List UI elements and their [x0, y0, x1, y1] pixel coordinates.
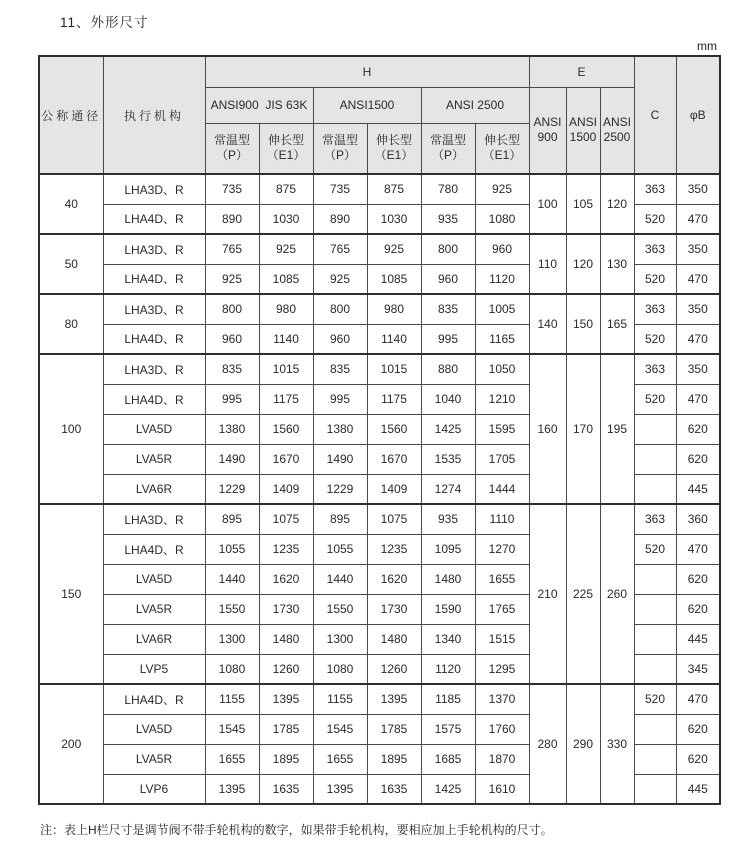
- h-value-cell: 1075: [259, 504, 313, 534]
- h-value-cell: 1175: [259, 384, 313, 414]
- h-value-cell: 1635: [367, 774, 421, 804]
- c-value-cell: [634, 774, 676, 804]
- h-value-cell: 780: [421, 174, 475, 204]
- table-row: [39, 354, 720, 384]
- b-value-cell: 350: [676, 294, 720, 324]
- h-value-cell: 925: [259, 234, 313, 264]
- actuator-cell: LVA5R: [103, 744, 205, 774]
- e-value-cell: 100: [529, 174, 566, 234]
- b-value-cell: 445: [676, 624, 720, 654]
- h-value-cell: 1560: [259, 414, 313, 444]
- h-value-cell: 890: [205, 204, 259, 234]
- actuator-cell: LHA4D、R: [103, 264, 205, 294]
- h-value-cell: 835: [205, 354, 259, 384]
- actuator-cell: LHA3D、R: [103, 294, 205, 324]
- header-line: 伸长型: [483, 132, 520, 147]
- actuator-cell: LHA4D、R: [103, 384, 205, 414]
- h-value-cell: 1610: [475, 774, 529, 804]
- h-value-cell: 1300: [313, 624, 367, 654]
- header-ansi2500: ANSI 2500: [421, 87, 529, 123]
- h-value-cell: 1395: [313, 774, 367, 804]
- header-line: 伸长型: [267, 132, 304, 147]
- b-value-cell: 470: [676, 384, 720, 414]
- header-nominal-diameter: 公称通径: [39, 56, 103, 174]
- actuator-cell: LVA5D: [103, 714, 205, 744]
- h-value-cell: 1340: [421, 624, 475, 654]
- c-value-cell: 520: [634, 324, 676, 354]
- e-value-cell: 130: [600, 234, 634, 294]
- e-value-cell: 150: [566, 294, 600, 354]
- c-value-cell: 363: [634, 504, 676, 534]
- dn-cell: 80: [39, 294, 103, 354]
- header-line: 常温型: [213, 132, 250, 147]
- header-line: ANSI: [568, 114, 597, 129]
- header-line: 伸长型: [375, 132, 412, 147]
- c-value-cell: [634, 624, 676, 654]
- header-phi-b: φB: [676, 56, 720, 174]
- h-value-cell: 1490: [313, 444, 367, 474]
- b-value-cell: 470: [676, 534, 720, 564]
- dn-cell: 40: [39, 174, 103, 234]
- h-value-cell: 1440: [205, 564, 259, 594]
- h-value-cell: 1730: [259, 594, 313, 624]
- h-value-cell: 1895: [367, 744, 421, 774]
- h-value-cell: 1480: [421, 564, 475, 594]
- h-value-cell: 1595: [475, 414, 529, 444]
- e-value-cell: 225: [566, 504, 600, 684]
- c-value-cell: [634, 414, 676, 444]
- h-value-cell: 1140: [367, 324, 421, 354]
- h-value-cell: 875: [367, 174, 421, 204]
- e-value-cell: 140: [529, 294, 566, 354]
- h-value-cell: 1395: [205, 774, 259, 804]
- h-value-cell: 895: [205, 504, 259, 534]
- h-value-cell: 1730: [367, 594, 421, 624]
- h-value-cell: 1535: [421, 444, 475, 474]
- header-extended-type: [475, 123, 529, 174]
- h-value-cell: 1120: [421, 654, 475, 684]
- b-value-cell: 620: [676, 444, 720, 474]
- h-value-cell: 925: [313, 264, 367, 294]
- h-value-cell: 1635: [259, 774, 313, 804]
- h-value-cell: 735: [313, 174, 367, 204]
- h-value-cell: 980: [259, 294, 313, 324]
- h-value-cell: 1155: [313, 684, 367, 714]
- dn-cell: 50: [39, 234, 103, 294]
- h-value-cell: 1409: [367, 474, 421, 504]
- dn-cell: 150: [39, 504, 103, 684]
- h-value-cell: 935: [421, 504, 475, 534]
- h-value-cell: 1260: [367, 654, 421, 684]
- h-value-cell: 925: [367, 234, 421, 264]
- h-value-cell: 1444: [475, 474, 529, 504]
- h-value-cell: 1480: [259, 624, 313, 654]
- h-value-cell: 1229: [313, 474, 367, 504]
- h-value-cell: 995: [421, 324, 475, 354]
- actuator-cell: LVA5R: [103, 594, 205, 624]
- header-line: （E1）: [266, 148, 306, 163]
- dimensions-table: [38, 55, 721, 805]
- e-value-cell: 165: [600, 294, 634, 354]
- unit-label: mm: [697, 39, 717, 53]
- h-value-cell: 1670: [259, 444, 313, 474]
- actuator-cell: LHA4D、R: [103, 324, 205, 354]
- h-value-cell: 935: [421, 204, 475, 234]
- h-value-cell: 960: [205, 324, 259, 354]
- h-value-cell: 1030: [259, 204, 313, 234]
- h-value-cell: 1085: [367, 264, 421, 294]
- h-value-cell: 1545: [205, 714, 259, 744]
- h-value-cell: 1110: [475, 504, 529, 534]
- header-actuator: 执行机构: [103, 56, 205, 174]
- h-value-cell: 835: [421, 294, 475, 324]
- h-value-cell: 1015: [367, 354, 421, 384]
- h-value-cell: 1055: [313, 534, 367, 564]
- header-line: （E1）: [374, 148, 414, 163]
- c-value-cell: 520: [634, 684, 676, 714]
- h-value-cell: 1235: [367, 534, 421, 564]
- b-value-cell: 620: [676, 414, 720, 444]
- h-value-cell: 980: [367, 294, 421, 324]
- h-value-cell: 1480: [367, 624, 421, 654]
- footnote: 注：表上H栏尺寸是调节阀不带手轮机构的数字，如果带手轮机构，要相应加上手轮机构的尺寸。: [40, 823, 553, 837]
- header-line: （P）: [431, 148, 464, 163]
- table-row: [39, 234, 720, 264]
- h-value-cell: 995: [205, 384, 259, 414]
- h-value-cell: 1080: [205, 654, 259, 684]
- h-value-cell: 1395: [259, 684, 313, 714]
- header-line: 1500: [569, 130, 597, 145]
- h-value-cell: 735: [205, 174, 259, 204]
- h-value-cell: 1085: [259, 264, 313, 294]
- b-value-cell: 345: [676, 654, 720, 684]
- header-e-ansi900: [529, 87, 566, 174]
- actuator-cell: LHA3D、R: [103, 174, 205, 204]
- header-e: E: [529, 56, 634, 87]
- h-value-cell: 995: [313, 384, 367, 414]
- table-row: [39, 504, 720, 534]
- h-value-cell: 1235: [259, 534, 313, 564]
- h-value-cell: 1575: [421, 714, 475, 744]
- header-line: ANSI: [533, 114, 562, 129]
- header-line: 常温型: [429, 132, 466, 147]
- h-value-cell: 1080: [313, 654, 367, 684]
- header-normal-type: [205, 123, 259, 174]
- c-value-cell: [634, 654, 676, 684]
- actuator-cell: LHA3D、R: [103, 234, 205, 264]
- b-value-cell: 350: [676, 354, 720, 384]
- header-ansi900-jis63k: ANSI900 JIS 63K: [205, 87, 313, 123]
- b-value-cell: 445: [676, 774, 720, 804]
- c-value-cell: 363: [634, 294, 676, 324]
- h-value-cell: 765: [205, 234, 259, 264]
- h-value-cell: 1655: [475, 564, 529, 594]
- h-value-cell: 1165: [475, 324, 529, 354]
- h-value-cell: 1055: [205, 534, 259, 564]
- h-value-cell: 1785: [259, 714, 313, 744]
- h-value-cell: 1015: [259, 354, 313, 384]
- h-value-cell: 1760: [475, 714, 529, 744]
- actuator-cell: LHA3D、R: [103, 354, 205, 384]
- header-line: ANSI: [602, 114, 631, 129]
- actuator-cell: LHA3D、R: [103, 504, 205, 534]
- h-value-cell: 1050: [475, 354, 529, 384]
- b-value-cell: 470: [676, 324, 720, 354]
- e-value-cell: 260: [600, 504, 634, 684]
- h-value-cell: 1274: [421, 474, 475, 504]
- h-value-cell: 1515: [475, 624, 529, 654]
- actuator-cell: LHA4D、R: [103, 534, 205, 564]
- h-value-cell: 875: [259, 174, 313, 204]
- h-value-cell: 1425: [421, 414, 475, 444]
- b-value-cell: 620: [676, 594, 720, 624]
- header-extended-type: [367, 123, 421, 174]
- h-value-cell: 960: [475, 234, 529, 264]
- header-line: 2500: [603, 130, 631, 145]
- b-value-cell: 620: [676, 714, 720, 744]
- header-h: H: [205, 56, 529, 87]
- e-value-cell: 120: [600, 174, 634, 234]
- h-value-cell: 1425: [421, 774, 475, 804]
- h-value-cell: 925: [205, 264, 259, 294]
- h-value-cell: 1560: [367, 414, 421, 444]
- h-value-cell: 1075: [367, 504, 421, 534]
- c-value-cell: [634, 444, 676, 474]
- c-value-cell: 363: [634, 174, 676, 204]
- actuator-cell: LVP5: [103, 654, 205, 684]
- c-value-cell: 520: [634, 384, 676, 414]
- h-value-cell: 1120: [475, 264, 529, 294]
- c-value-cell: 520: [634, 264, 676, 294]
- header-line: 常温型: [321, 132, 358, 147]
- h-value-cell: 1175: [367, 384, 421, 414]
- h-value-cell: 1545: [313, 714, 367, 744]
- b-value-cell: 350: [676, 234, 720, 264]
- h-value-cell: 800: [313, 294, 367, 324]
- b-value-cell: 350: [676, 174, 720, 204]
- h-value-cell: 1705: [475, 444, 529, 474]
- h-value-cell: 895: [313, 504, 367, 534]
- e-value-cell: 105: [566, 174, 600, 234]
- h-value-cell: 880: [421, 354, 475, 384]
- header-e-ansi2500: [600, 87, 634, 174]
- e-value-cell: 330: [600, 684, 634, 804]
- table-row: [39, 174, 720, 204]
- header-normal-type: [313, 123, 367, 174]
- c-value-cell: [634, 474, 676, 504]
- h-value-cell: 1870: [475, 744, 529, 774]
- h-value-cell: 1380: [205, 414, 259, 444]
- header-line: （E1）: [482, 148, 522, 163]
- h-value-cell: 1370: [475, 684, 529, 714]
- h-value-cell: 1140: [259, 324, 313, 354]
- h-value-cell: 800: [421, 234, 475, 264]
- h-value-cell: 1670: [367, 444, 421, 474]
- h-value-cell: 1655: [313, 744, 367, 774]
- b-value-cell: 470: [676, 684, 720, 714]
- e-value-cell: 120: [566, 234, 600, 294]
- actuator-cell: LVA6R: [103, 474, 205, 504]
- c-value-cell: 520: [634, 534, 676, 564]
- h-value-cell: 1380: [313, 414, 367, 444]
- h-value-cell: 1300: [205, 624, 259, 654]
- h-value-cell: 1030: [367, 204, 421, 234]
- page-title: 11、外形尺寸: [60, 15, 149, 30]
- b-value-cell: 470: [676, 264, 720, 294]
- h-value-cell: 890: [313, 204, 367, 234]
- actuator-cell: LHA4D、R: [103, 684, 205, 714]
- h-value-cell: 1440: [313, 564, 367, 594]
- header-line: （P）: [215, 148, 248, 163]
- h-value-cell: 800: [205, 294, 259, 324]
- h-value-cell: 1229: [205, 474, 259, 504]
- actuator-cell: LHA4D、R: [103, 204, 205, 234]
- c-value-cell: [634, 564, 676, 594]
- h-value-cell: 1590: [421, 594, 475, 624]
- header-extended-type: [259, 123, 313, 174]
- table-row: [39, 294, 720, 324]
- e-value-cell: 160: [529, 354, 566, 504]
- c-value-cell: 363: [634, 354, 676, 384]
- actuator-cell: LVP6: [103, 774, 205, 804]
- b-value-cell: 445: [676, 474, 720, 504]
- c-value-cell: [634, 744, 676, 774]
- header-c: C: [634, 56, 676, 174]
- header-line: 900: [537, 130, 558, 145]
- e-value-cell: 290: [566, 684, 600, 804]
- h-value-cell: 1550: [313, 594, 367, 624]
- h-value-cell: 1005: [475, 294, 529, 324]
- h-value-cell: 1040: [421, 384, 475, 414]
- c-value-cell: [634, 714, 676, 744]
- b-value-cell: 620: [676, 564, 720, 594]
- h-value-cell: 1895: [259, 744, 313, 774]
- header-normal-type: [421, 123, 475, 174]
- b-value-cell: 470: [676, 204, 720, 234]
- actuator-cell: LVA6R: [103, 624, 205, 654]
- h-value-cell: 960: [313, 324, 367, 354]
- h-value-cell: 1490: [205, 444, 259, 474]
- h-value-cell: 925: [475, 174, 529, 204]
- header-ansi1500: ANSI1500: [313, 87, 421, 123]
- e-value-cell: 170: [566, 354, 600, 504]
- h-value-cell: 835: [313, 354, 367, 384]
- h-value-cell: 1155: [205, 684, 259, 714]
- header-e-ansi1500: [566, 87, 600, 174]
- table-row: [39, 684, 720, 714]
- header-line: （P）: [323, 148, 356, 163]
- h-value-cell: 1210: [475, 384, 529, 414]
- c-value-cell: 363: [634, 234, 676, 264]
- b-value-cell: 620: [676, 744, 720, 774]
- h-value-cell: 1685: [421, 744, 475, 774]
- h-value-cell: 1295: [475, 654, 529, 684]
- h-value-cell: 1550: [205, 594, 259, 624]
- h-value-cell: 1409: [259, 474, 313, 504]
- h-value-cell: 1260: [259, 654, 313, 684]
- h-value-cell: 1270: [475, 534, 529, 564]
- h-value-cell: 1785: [367, 714, 421, 744]
- actuator-cell: LVA5R: [103, 444, 205, 474]
- h-value-cell: 765: [313, 234, 367, 264]
- actuator-cell: LVA5D: [103, 564, 205, 594]
- h-value-cell: 1765: [475, 594, 529, 624]
- e-value-cell: 195: [600, 354, 634, 504]
- h-value-cell: 960: [421, 264, 475, 294]
- dn-cell: 100: [39, 354, 103, 504]
- e-value-cell: 210: [529, 504, 566, 684]
- b-value-cell: 360: [676, 504, 720, 534]
- e-value-cell: 280: [529, 684, 566, 804]
- h-value-cell: 1395: [367, 684, 421, 714]
- c-value-cell: 520: [634, 204, 676, 234]
- h-value-cell: 1620: [367, 564, 421, 594]
- h-value-cell: 1655: [205, 744, 259, 774]
- table-header-row: [39, 56, 720, 87]
- dn-cell: 200: [39, 684, 103, 804]
- h-value-cell: 1080: [475, 204, 529, 234]
- h-value-cell: 1620: [259, 564, 313, 594]
- h-value-cell: 1095: [421, 534, 475, 564]
- actuator-cell: LVA5D: [103, 414, 205, 444]
- h-value-cell: 1185: [421, 684, 475, 714]
- c-value-cell: [634, 594, 676, 624]
- e-value-cell: 110: [529, 234, 566, 294]
